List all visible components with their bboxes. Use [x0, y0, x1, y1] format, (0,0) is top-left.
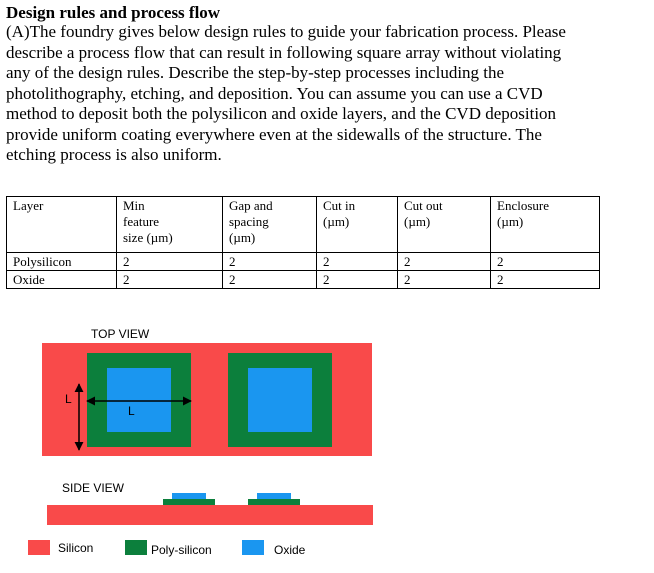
- description-line: method to deposit both the polysilicon and oxide layers, and the CVD deposition: [6, 104, 557, 123]
- description-line: describe a process flow that can result in following square array without violating: [6, 42, 562, 62]
- table-cell: 2: [317, 253, 398, 271]
- table-cell: 2: [117, 271, 223, 289]
- table-cell: 2: [398, 271, 491, 289]
- table-cell: 2: [223, 253, 317, 271]
- dimension-label-vertical: L: [65, 392, 72, 406]
- dimension-label-horizontal: L: [128, 404, 135, 418]
- legend-swatch-polysilicon: [125, 540, 147, 555]
- description-line: any of the design rules. Describe the step-by-step processes including the: [6, 63, 505, 82]
- top-view-oxide-square-right: [248, 368, 312, 432]
- description-line: etching process is also uniform.: [6, 145, 222, 164]
- problem-title: Design rules and process flow: [6, 3, 221, 22]
- header-cut-in: Cut in (µm): [317, 197, 398, 253]
- table-cell: 2: [491, 253, 600, 271]
- side-view-oxide-left: [172, 493, 206, 499]
- header-layer: Layer: [7, 197, 117, 253]
- top-view-oxide-square-left: [107, 368, 171, 432]
- side-view-oxide-right: [257, 493, 291, 499]
- table-cell: 2: [491, 271, 600, 289]
- legend-label-polysilicon: Poly-silicon: [151, 543, 212, 557]
- header-min-feature: Min feature size (µm): [117, 197, 223, 253]
- table-cell: Polysilicon: [7, 253, 117, 271]
- legend-label-silicon: Silicon: [58, 541, 94, 555]
- side-view-poly-left: [163, 499, 215, 505]
- description-line: (A)The foundry gives below design rules to guide your fabrication process. Please: [6, 22, 566, 41]
- table-cell: Oxide: [7, 271, 117, 289]
- header-enclosure: Enclosure (µm): [491, 197, 600, 253]
- description-line: photolithography, etching, and deposition. You can assume you can use a CVD: [6, 83, 543, 103]
- header-gap-spacing: Gap and spacing (µm): [223, 197, 317, 253]
- top-view-label: TOP VIEW: [91, 327, 150, 341]
- table-cell: 2: [398, 253, 491, 271]
- table-cell: 2: [223, 271, 317, 289]
- legend-swatch-oxide: [242, 540, 264, 555]
- legend-swatch-silicon: [28, 540, 50, 555]
- side-view-silicon-substrate: [47, 505, 373, 525]
- description-line: provide uniform coating everywhere even at the sidewalls of the structure. The: [6, 124, 542, 144]
- header-cut-out: Cut out (µm): [398, 197, 491, 253]
- side-view-label: SIDE VIEW: [62, 481, 125, 495]
- table-cell: 2: [117, 253, 223, 271]
- legend-label-oxide: Oxide: [274, 543, 306, 557]
- side-view-poly-right: [248, 499, 300, 505]
- table-cell: 2: [317, 271, 398, 289]
